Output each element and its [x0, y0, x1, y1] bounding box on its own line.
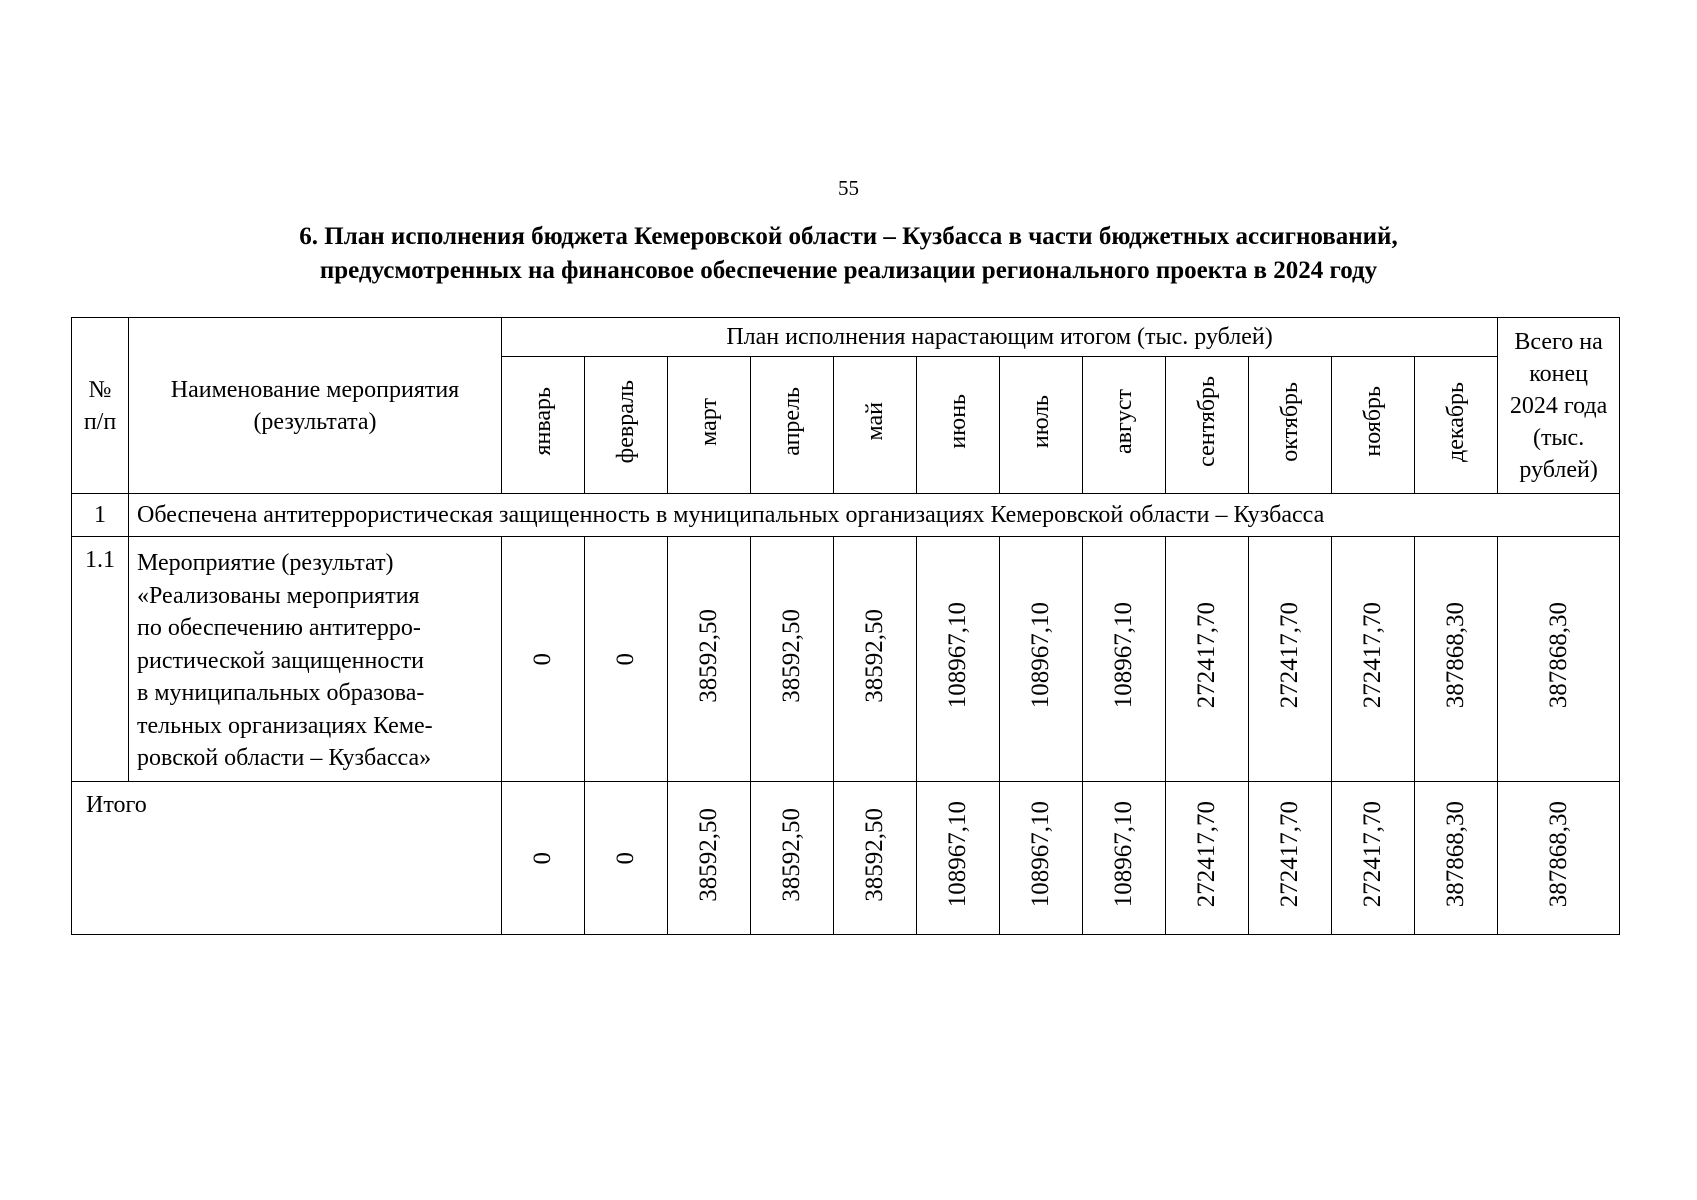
item-value: 0	[612, 653, 639, 666]
header-name-line-1: Наименование мероприятия	[170, 376, 460, 403]
total-value-cell	[1415, 782, 1498, 935]
header-month	[917, 357, 1000, 494]
item-row	[72, 537, 1620, 782]
header-month	[1415, 357, 1498, 494]
header-month	[1249, 357, 1332, 494]
item-value-cell	[917, 537, 1000, 782]
item-name-line: по обеспечению антитерро-	[137, 615, 421, 641]
item-value: 387868,30	[1442, 602, 1470, 709]
item-name-line: тельных организациях Кеме-	[137, 712, 433, 739]
total-value: 38592,50	[695, 807, 722, 902]
month-label: май	[861, 402, 888, 441]
item-value-cell	[502, 537, 585, 782]
month-label: ноябрь	[1359, 386, 1386, 457]
total-value: 0	[529, 852, 556, 865]
grand-total-value: 387868,30	[1544, 801, 1572, 908]
total-value: 387868,30	[1442, 801, 1470, 908]
total-value: 38592,50	[778, 807, 805, 902]
item-value: 38592,50	[695, 608, 722, 703]
header-total	[1498, 318, 1620, 494]
title-line-1: 6. План исполнения бюджета Кемеровской области – Кузбасса в части бюджетных ассигнований,	[299, 223, 1398, 250]
item-value: 108967,10	[1027, 602, 1054, 709]
month-label: октябрь	[1276, 381, 1303, 462]
header-month	[751, 357, 834, 494]
item-value-cell	[1332, 537, 1415, 782]
item-value: 272417,70	[1193, 602, 1220, 709]
header-month	[1083, 357, 1166, 494]
item-name-line: «Реализованы мероприятия	[137, 582, 420, 609]
grand-total-cell	[1498, 782, 1620, 935]
header-name	[129, 318, 502, 494]
header-month	[668, 357, 751, 494]
month-label: апрель	[778, 387, 805, 456]
month-label: август	[1110, 389, 1137, 454]
total-value: 38592,50	[861, 807, 888, 902]
item-name-line: ровской области – Кузбасса»	[137, 745, 432, 771]
header-month	[834, 357, 917, 494]
header-num	[72, 318, 129, 494]
item-value: 38592,50	[778, 608, 805, 703]
total-value-cell	[668, 782, 751, 935]
header-row-top	[72, 318, 1620, 357]
total-value: 108967,10	[944, 801, 971, 908]
item-value-cell	[1083, 537, 1166, 782]
total-label: Итого	[72, 782, 502, 935]
section-name: Обеспечена антитеррористическая защищенность в муниципальных организациях Кемеровской области – Кузбасса	[129, 494, 1620, 537]
item-name-line: ристической защищенности	[137, 647, 424, 674]
item-value-cell	[751, 537, 834, 782]
header-month	[585, 357, 668, 494]
header-total-line-3: 2024 года	[1509, 392, 1608, 419]
item-value: 108967,10	[1110, 602, 1137, 709]
header-plan-group: План исполнения нарастающим итогом (тыс. рублей)	[502, 318, 1498, 357]
month-label: сентябрь	[1193, 376, 1220, 467]
item-value-cell	[1415, 537, 1498, 782]
item-value-cell	[834, 537, 917, 782]
total-value-cell	[917, 782, 1000, 935]
item-value-cell	[668, 537, 751, 782]
total-value-cell	[585, 782, 668, 935]
total-value: 108967,10	[1110, 801, 1137, 908]
page-number: 55	[838, 176, 859, 200]
item-total-cell	[1498, 537, 1620, 782]
month-label: июнь	[944, 394, 971, 449]
item-name-line: в муниципальных образова-	[137, 680, 425, 706]
item-num: 1.1	[72, 537, 129, 782]
month-label: декабрь	[1442, 381, 1469, 462]
item-name-line: Мероприятие (результат)	[137, 550, 394, 576]
month-label: февраль	[612, 379, 639, 464]
title-line-2: предусмотренных на финансовое обеспечение реализации регионального проекта в 2024 году	[319, 257, 1378, 284]
header-total-line-4: (тыс.	[1532, 424, 1585, 451]
document-title	[100, 220, 1597, 288]
header-month	[1000, 357, 1083, 494]
item-value: 0	[529, 653, 556, 666]
header-total-line-2: конец	[1529, 360, 1588, 387]
item-value: 108967,10	[944, 602, 971, 709]
header-month	[1332, 357, 1415, 494]
item-value: 272417,70	[1359, 602, 1386, 709]
total-value-cell	[1332, 782, 1415, 935]
total-value-cell	[1166, 782, 1249, 935]
month-label: январь	[529, 387, 556, 456]
total-value: 0	[612, 852, 639, 865]
item-name	[129, 537, 502, 782]
total-value-cell	[834, 782, 917, 935]
item-value: 38592,50	[861, 608, 888, 703]
item-value-cell	[585, 537, 668, 782]
total-value: 108967,10	[1027, 801, 1054, 908]
header-month	[502, 357, 585, 494]
item-value-cell	[1000, 537, 1083, 782]
total-value: 272417,70	[1359, 801, 1386, 908]
month-label: март	[695, 397, 722, 446]
item-value: 272417,70	[1276, 602, 1303, 709]
budget-plan-table	[71, 317, 1620, 935]
total-value-cell	[502, 782, 585, 935]
header-total-line-1: Всего на	[1514, 328, 1603, 355]
header-month	[1166, 357, 1249, 494]
header-name-line-2: (результата)	[253, 408, 377, 435]
total-value-cell	[751, 782, 834, 935]
item-total-value: 387868,30	[1544, 602, 1572, 709]
section-row	[72, 494, 1620, 537]
total-value: 272417,70	[1276, 801, 1303, 908]
item-value-cell	[1166, 537, 1249, 782]
total-value: 272417,70	[1193, 801, 1220, 908]
total-value-cell	[1083, 782, 1166, 935]
header-num-line-2: п/п	[83, 408, 117, 435]
total-value-cell	[1000, 782, 1083, 935]
total-row	[72, 782, 1620, 935]
month-label: июль	[1027, 394, 1054, 449]
section-num: 1	[72, 494, 129, 537]
total-value-cell	[1249, 782, 1332, 935]
header-total-line-5: рублей)	[1519, 456, 1598, 483]
item-value-cell	[1249, 537, 1332, 782]
header-num-line-1: №	[88, 376, 112, 403]
